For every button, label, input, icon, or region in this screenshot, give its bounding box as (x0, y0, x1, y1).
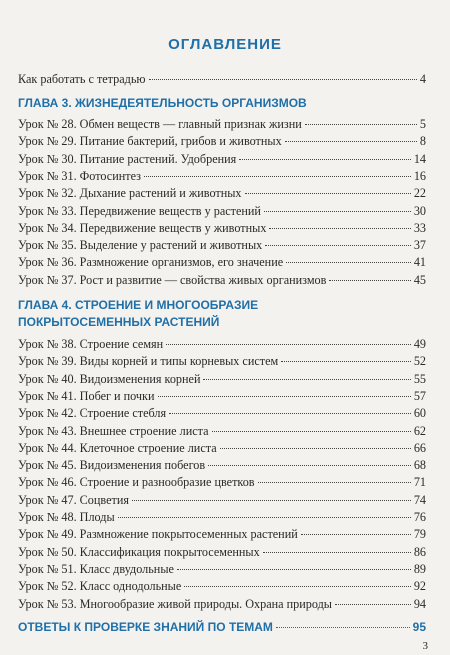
toc-entry (18, 221, 426, 235)
toc-entry (18, 562, 426, 576)
toc-entry-page: 55 (413, 371, 426, 386)
toc-entry-page: 89 (413, 561, 426, 576)
dot-leader (285, 141, 417, 142)
toc-entry (18, 354, 426, 368)
toc-entry-page: 8 (419, 134, 426, 149)
toc-entry-text: Урок № 38. Строение семян (18, 337, 164, 351)
page-number: 3 (422, 640, 428, 652)
dot-leader (132, 500, 411, 501)
toc-entry-text: Урок № 52. Класс однодольные (18, 579, 182, 594)
toc-entry-text: Урок № 31. Фотосинтез (18, 168, 141, 183)
toc-entry-text: Урок № 36. Размножение организмов, его значение (18, 255, 284, 270)
toc-entry (18, 510, 426, 524)
toc-entry-page: 37 (413, 238, 426, 253)
dot-leader (281, 361, 411, 362)
toc-entry-page: 79 (413, 527, 426, 542)
dot-leader (239, 159, 411, 160)
toc-entry-page: 76 (413, 510, 426, 524)
toc-entry-page: 41 (413, 255, 426, 270)
toc-entry-page: 92 (413, 579, 426, 594)
dot-leader (301, 534, 411, 535)
toc-entry-text: Урок № 29. Питание бактерий, грибов и животных (18, 134, 282, 149)
toc-entry-text: Урок № 50. Классификация покрытосеменных (18, 544, 260, 559)
toc-entry-page: 52 (413, 354, 426, 369)
dot-leader (158, 396, 411, 397)
toc-entry-text: Урок № 46. Строение и разнообразие цветков (18, 475, 255, 490)
toc-entry (18, 152, 426, 166)
toc-entry (18, 238, 426, 252)
toc-entry-answers (18, 620, 426, 634)
chapter-4-heading-line2: ПОКРЫТОСЕМЕННЫХ РАСТЕНИЙ (18, 315, 220, 329)
toc-entry-text: Урок № 53. Многообразие живой природы. Охрана природы (18, 596, 332, 611)
dot-leader (265, 245, 411, 246)
dot-leader (144, 176, 411, 177)
toc-entry (18, 255, 426, 269)
toc-entry (18, 204, 426, 218)
dot-leader (220, 448, 411, 449)
dot-leader (286, 262, 411, 263)
toc-entry-page: 86 (413, 544, 426, 559)
dot-leader (335, 604, 411, 605)
toc-entry-page: 71 (413, 475, 426, 490)
toc-entry-page: 94 (413, 596, 426, 611)
toc-entry (18, 475, 426, 489)
toc-entry-text: Урок № 30. Питание растений. Удобрения (18, 151, 237, 166)
dot-leader (245, 193, 411, 194)
dot-leader (263, 552, 411, 553)
toc-entry (18, 273, 426, 287)
toc-entry (18, 117, 426, 131)
page-title: ОГЛАВЛЕНИЕ (168, 36, 282, 53)
toc-entry-page: 62 (413, 423, 426, 438)
toc-entry-text: Урок № 51. Класс двудольные (18, 561, 174, 576)
dot-leader (166, 344, 411, 345)
toc-entry (18, 545, 426, 559)
toc-entry-page: 95 (412, 620, 426, 634)
dot-leader (276, 627, 410, 628)
dot-leader (329, 280, 410, 281)
toc-entry (18, 389, 426, 403)
toc-entry-text: Урок № 43. Внешнее строение листа (18, 423, 209, 438)
toc-entry-text: Урок № 40. Видоизменения корней (18, 371, 201, 386)
toc-entry-text: Урок № 39. Виды корней и типы корневых систем (18, 354, 279, 369)
toc-entry-page: 16 (413, 168, 426, 183)
dot-leader (118, 517, 411, 518)
toc-entry-text: Урок № 33. Передвижение веществ у растений (18, 203, 261, 218)
toc-entry (18, 579, 426, 593)
chapter-4-heading-line1: ГЛАВА 4. СТРОЕНИЕ И МНОГООБРАЗИЕ (18, 298, 259, 312)
toc-entry (18, 169, 426, 183)
toc-entry-text: Урок № 35. Выделение у растений и животных (18, 238, 263, 253)
toc-entry-text: Урок № 28. Обмен веществ — главный признак жизни (18, 117, 302, 131)
toc-entry-text: Урок № 34. Передвижение веществ у животных (18, 220, 267, 235)
toc-entry (18, 597, 426, 611)
dot-leader (203, 379, 410, 380)
toc-entry-page: 74 (413, 492, 426, 507)
dot-leader (264, 211, 411, 212)
toc-entry-text: Урок № 42. Строение стебля (18, 406, 167, 421)
toc-entry (18, 337, 426, 351)
toc-entry-text: Урок № 37. Рост и развитие — свойства живых организмов (18, 272, 327, 287)
toc-entry-page: 45 (413, 272, 426, 287)
toc-entry-page: 57 (413, 388, 426, 403)
toc-entry (18, 424, 426, 438)
toc-entry (18, 372, 426, 386)
dot-leader (269, 228, 410, 229)
dot-leader (208, 465, 411, 466)
toc-entry-text: Урок № 32. Дыхание растений и животных (18, 186, 242, 201)
dot-leader (169, 413, 411, 414)
toc-entry (18, 441, 426, 455)
toc-entry-page: 66 (413, 440, 426, 455)
toc-entry-text: Урок № 47. Соцветия (18, 492, 129, 507)
toc-entry (18, 527, 426, 541)
toc-entry-text: Урок № 44. Клеточное строение листа (18, 440, 217, 455)
toc-entry-page: 33 (413, 220, 426, 235)
toc-entry-page: 5 (419, 117, 426, 131)
toc-entry-page: 49 (413, 337, 426, 351)
toc-entry-text: Урок № 45. Видоизменения побегов (18, 458, 206, 473)
toc-entry-page: 60 (413, 406, 426, 421)
toc-entry (18, 406, 426, 420)
toc-entry (18, 458, 426, 472)
toc-entry-page: 14 (413, 151, 426, 166)
toc-entry-text: Как работать с тетрадью (18, 72, 146, 86)
toc-entry-text: Урок № 49. Размножение покрытосеменных растений (18, 527, 298, 542)
toc-entry-page: 68 (413, 458, 426, 473)
toc-entry (18, 134, 426, 148)
toc-entry-intro (18, 72, 426, 86)
dot-leader (177, 569, 411, 570)
dot-leader (149, 79, 417, 80)
dot-leader (305, 124, 417, 125)
toc-entry (18, 493, 426, 507)
toc-entry-page: 22 (413, 186, 426, 201)
dot-leader (212, 431, 411, 432)
toc-entry-text: Урок № 41. Побег и почки (18, 388, 155, 403)
dot-leader (258, 482, 411, 483)
toc-entry-page: 4 (419, 72, 426, 86)
toc-entry-text: Урок № 48. Плоды (18, 510, 115, 524)
chapter-3-heading: ГЛАВА 3. ЖИЗНЕДЕЯТЕЛЬНОСТЬ ОРГАНИЗМОВ (18, 96, 307, 110)
toc-entry (18, 186, 426, 200)
toc-entry-page: 30 (413, 203, 426, 218)
toc-entry-text: ОТВЕТЫ К ПРОВЕРКЕ ЗНАНИЙ ПО ТЕМАМ (18, 620, 273, 634)
dot-leader (184, 586, 411, 587)
